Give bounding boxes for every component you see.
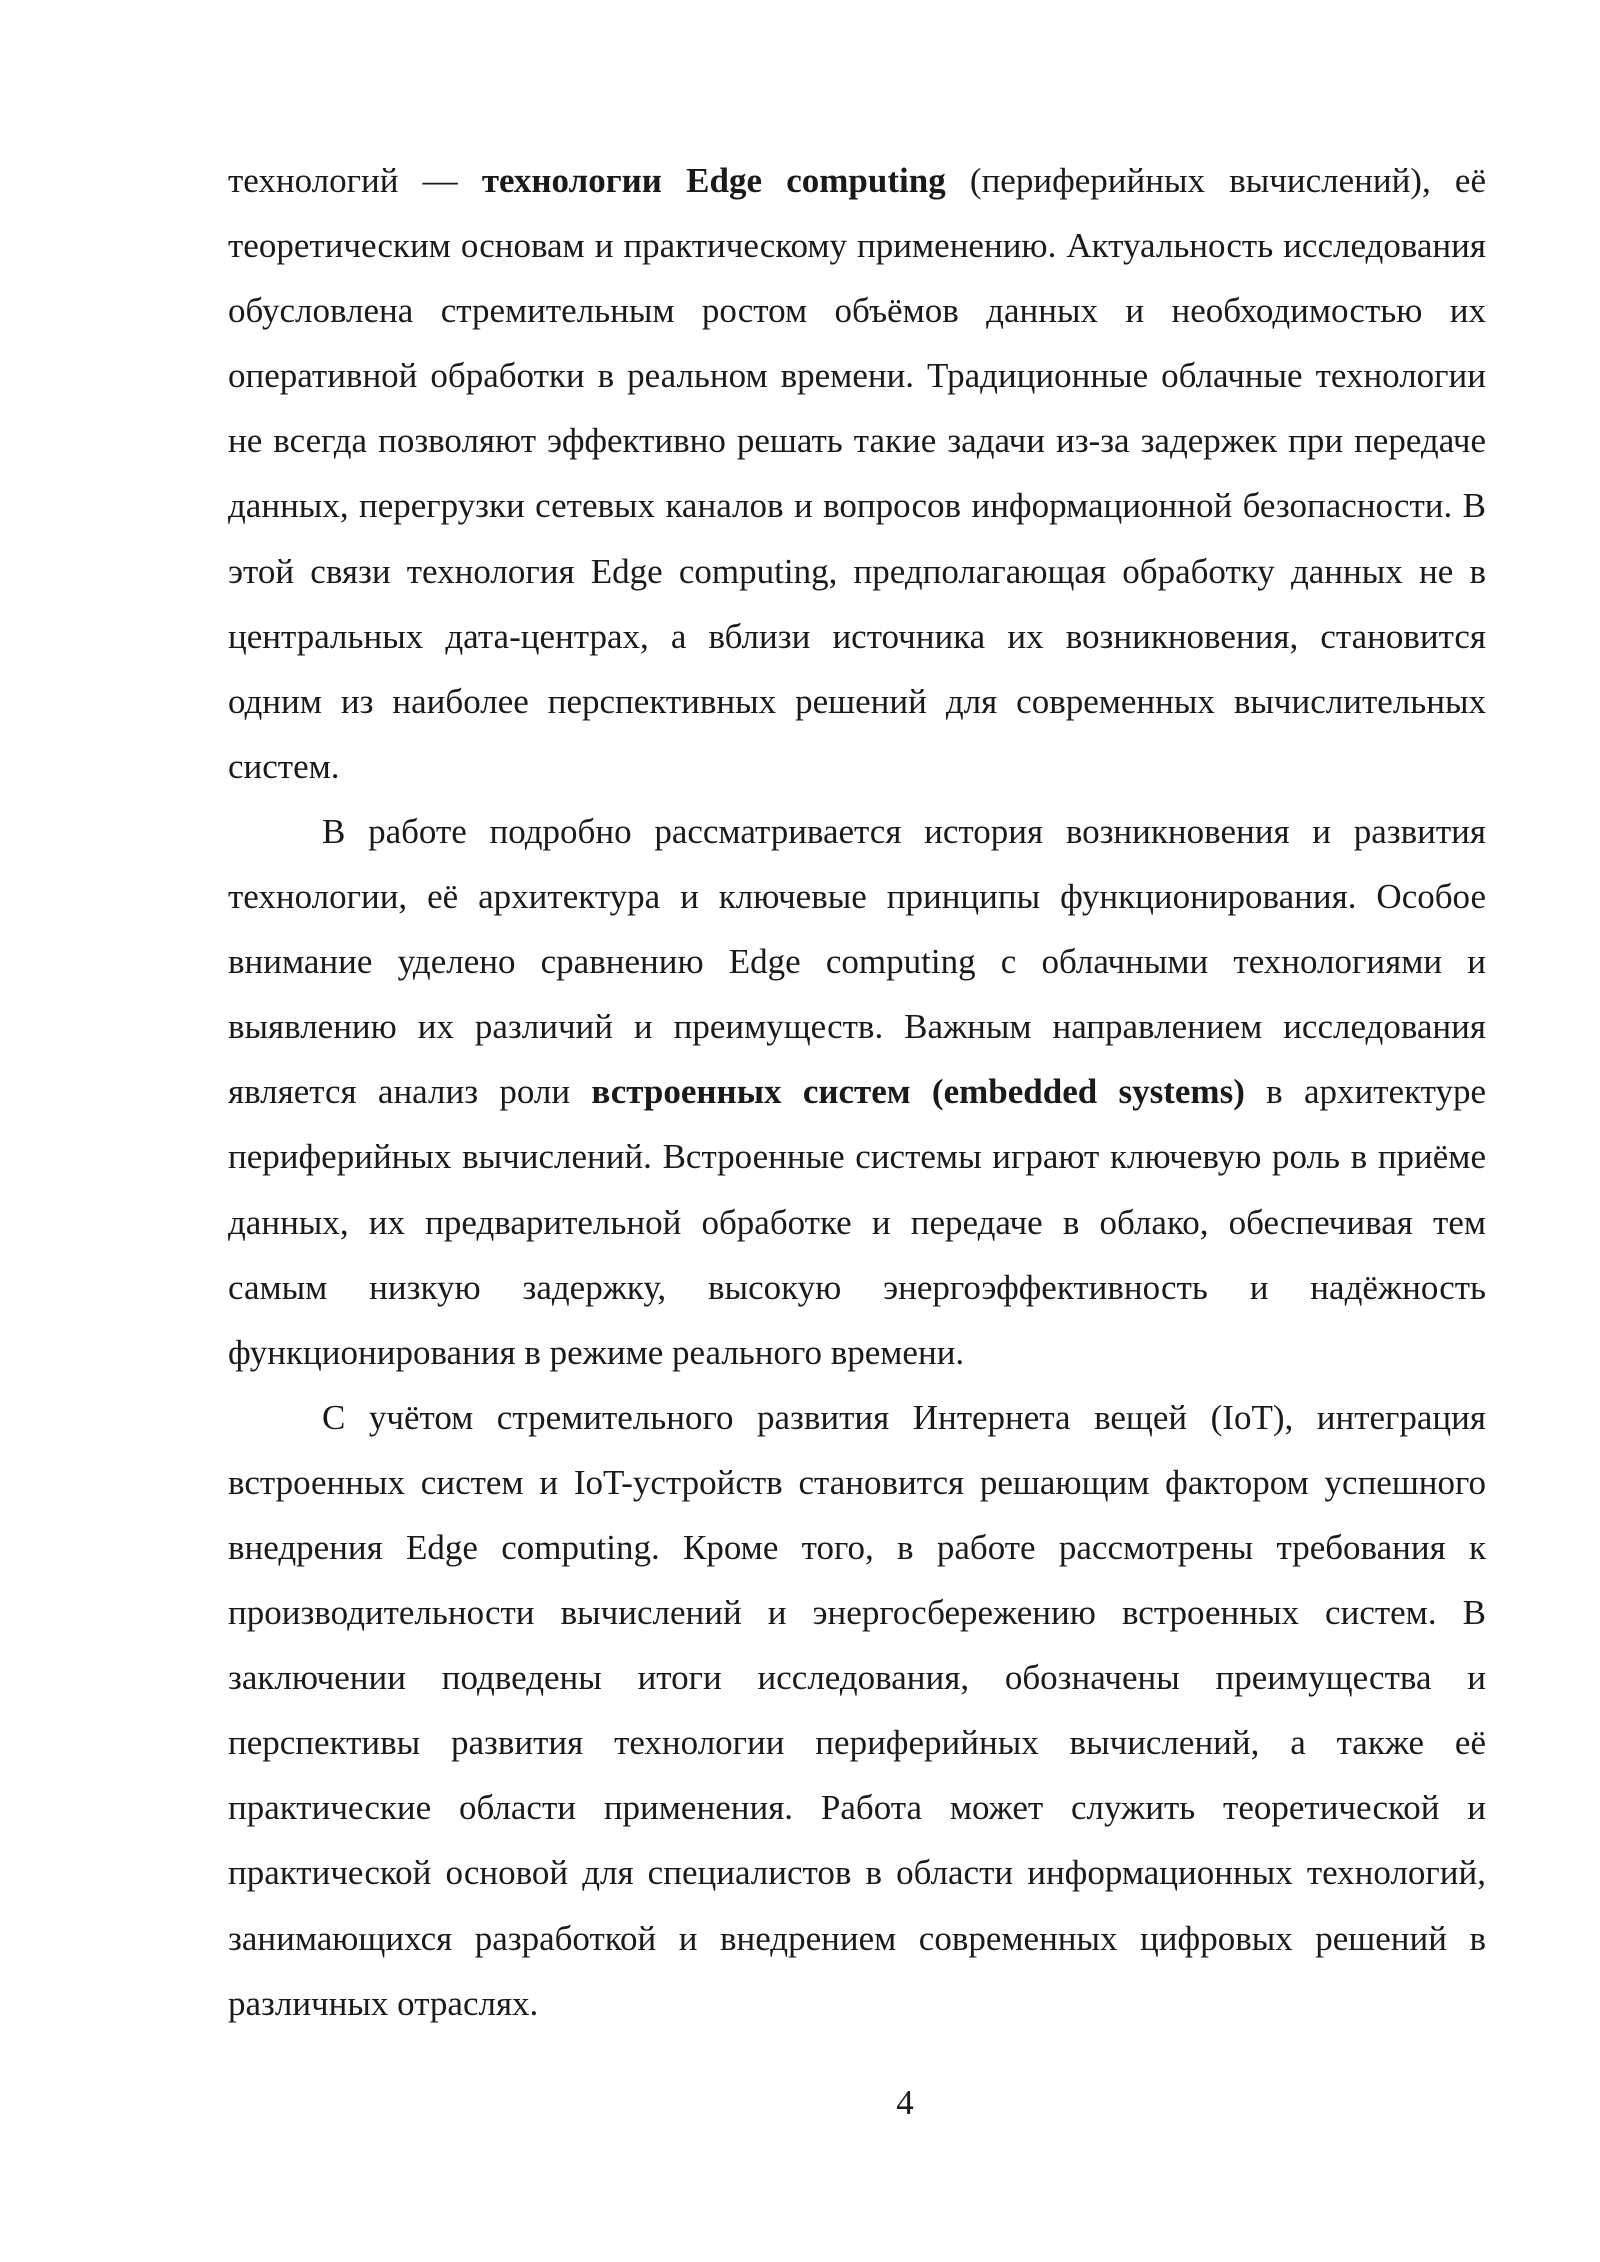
body-text <box>228 148 1486 2036</box>
paragraph-2-text-b: в архитектуре периферийных вычислений. Встроенные системы играют ключевую роль в приёме данных, их предварительной обработке и передаче в облако, обеспечивая тем самым низкую задержку, высокую энергоэффективность и надёжность функционирования в режиме реального времени. <box>228 1072 1486 1372</box>
paragraph-1-text-b: (периферийных вычислений), её теоретическим основам и практическому применению. Актуальность исследования обусловлена стремительным ростом объёмов данных и необходимостью их оперативной обработки в реальном времени. Традиционные облачные технологии не всегда позволяют эффективно решать такие задачи из-за задержек при передаче данных, перегрузки сетевых каналов и вопросов информационной безопасности. В этой связи технология Edge computing, предполагающая обработку данных не в центральных дата-центрах, а вблизи источника их возникновения, становится одним из наиболее перспективных решений для современных вычислительных систем. <box>228 161 1486 786</box>
paragraph-2-bold-term: встроенных систем (embedded systems) <box>591 1072 1245 1112</box>
paragraph-1-bold-term: технологии Edge computing <box>481 161 946 200</box>
paragraph-1-text-a: технологий — <box>228 161 482 200</box>
paragraph-history <box>228 799 1486 1385</box>
paragraph-iot: С учётом стремительного развития Интернета вещей (IoT), интеграция встроенных систем и IoT-устройств становится решающим фактором успешного внедрения Edge computing. Кроме того, в работе рассмотрены требования к производительности вычислений и энергосбережению встроенных систем. В заключении подведены итоги исследования, обозначены преимущества и перспективы развития технологии периферийных вычислений, а также её практические области применения. Работа может служить теоретической и практической основой для специалистов в области информационных технологий, занимающихся разработкой и внедрением современных цифровых решений в различных отраслях. <box>228 1397 1486 2023</box>
paragraph-2-text-a: В работе подробно рассматривается история возникновения и развития технологии, её архитектура и ключевые принципы функционирования. Особое внимание уделено сравнению Edge computing с облачными технологиями и выявлению их различий и преимуществ. Важным направлением исследования является анализ роли <box>228 811 1486 1112</box>
page-number: 4 <box>896 2083 914 2122</box>
paragraph-intro-continued <box>228 148 1486 799</box>
